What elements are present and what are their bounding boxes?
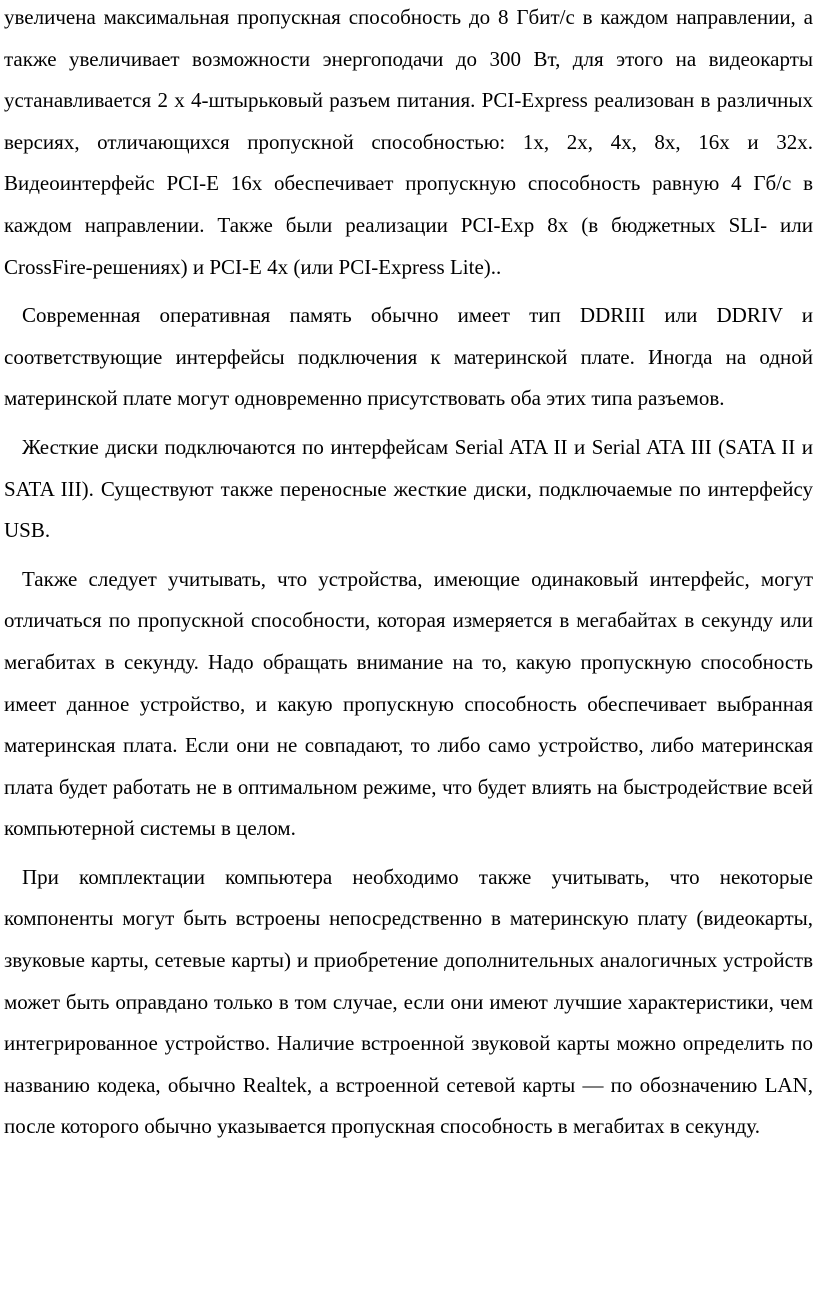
paragraph-ram: Современная оперативная память обычно имеет тип DDRIII или DDRIV и соответствующие интерфейсы подключения к материнской плате. Иногда на одной материнской плате могут одновременно присутствовать оба этих типа разъемов.	[4, 303, 813, 411]
paragraph-hard-drives: Жесткие диски подключаются по интерфейсам Serial ATA II и Serial ATA III (SATA II и SATA III). Существуют также переносные жесткие диски, подключаемые по интерфейсу USB.	[4, 434, 813, 543]
paragraph-bandwidth: Также следует учитывать, что устройства, имеющие одинаковый интерфейс, могут отличаться по пропускной способности, которая измеряется в мегабайтах в секунду или мегабитах в секунду. Надо обращать внимание на то, какую пропускную способность имеет данное устройство, и какую пропускную способность обеспечивает выбранная материнская плата. Если они не совпадают, то либо само устройство, либо материнская плата будет работать не в оптимальном режиме, что будет влиять на быстродействие всей компьютерной системы в целом.	[4, 566, 813, 841]
paragraph-pci-express: увеличена максимальная пропускная способность до 8 Гбит/с в каждом направлении, а также увеличивает возможности энергоподачи до 300 Вт, для этого на видеокарты устанавливается 2 х 4-штырьковый разъем питания. PCI-Express реализован в различных версиях, отличающихся пропускной способностью: 1x, 2x, 4x, 8x, 16x и 32x. Видеоинтерфейс PCI-E 16x обеспечивает пропускную способность равную 4 Гб/с в каждом направлении. Также были реализации PCI-Exp 8x (в бюджетных SLI- или CrossFire-решениях) и PCI-E 4x (или PCI-Express Lite)..	[4, 5, 813, 279]
paragraph-integrated-components: При комплектации компьютера необходимо также учитывать, что некоторые компоненты могут быть встроены непосредственно в материнскую плату (видеокарты, звуковые карты, сетевые карты) и приобретение дополнительных аналогичных устройств может быть оправдано только в том случае, если они имеют лучшие характеристики, чем интегрированное устройство. Наличие встроенной звуковой карты можно определить по названию кодека, обычно Realtek, а встроенной сетевой карты — по обозначению LAN, после которого обычно указывается пропускная способность в мегабитах в секунду.	[4, 864, 813, 1139]
document-page	[4, 0, 813, 1148]
